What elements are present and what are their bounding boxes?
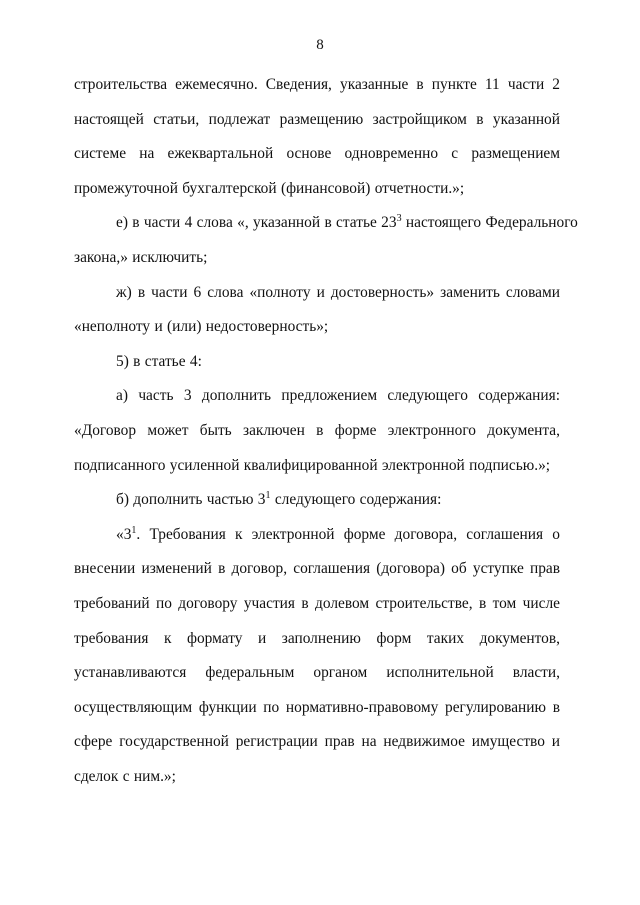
text-line: 5) в статье 4:: [116, 352, 202, 370]
text-line: [74, 518, 560, 553]
paragraph-b: [74, 483, 560, 518]
text-line: [74, 206, 578, 241]
text-line: строительства ежемесячно. Сведения, указанные в пункте 11 части 2: [74, 76, 560, 93]
text-line: устанавливаются федеральным органом исполнительной власти,: [74, 664, 560, 682]
superscript: 3: [396, 213, 402, 225]
page-number: 8: [316, 37, 324, 53]
paragraph-1: [74, 68, 560, 206]
paragraph-e: [74, 206, 578, 275]
text-line: подписанного усиленной квалифицированной электронной подписью.»;: [74, 456, 551, 474]
text-line: а) часть 3 дополнить предложением следующего содержания:: [116, 387, 560, 405]
text-line: сделок с ним.»;: [74, 767, 176, 785]
text-line: «неполноту и (или) недостоверность»;: [74, 318, 329, 336]
text-line: сфере государственной регистрации прав на недвижимое имущество и: [74, 733, 560, 751]
superscript: 1: [131, 524, 137, 536]
text-segment: . Требования к электронной форме договора, соглашения о: [136, 525, 560, 543]
paragraph-zh: [74, 276, 560, 345]
text-segment: е) в части 4 слова «, указанной в статье 23: [116, 214, 397, 232]
text-line: закона,» исключить;: [74, 248, 208, 266]
text-line: настоящей статьи, подлежат размещению застройщиком в указанной: [74, 110, 560, 128]
text-segment: «3: [116, 525, 132, 543]
text-line: «Договор может быть заключен в форме электронного документа,: [74, 421, 560, 439]
superscript: 1: [265, 490, 271, 502]
text-segment: настоящего Федерального: [401, 214, 578, 232]
text-segment: б) дополнить частью 3: [116, 491, 266, 509]
text-line: осуществляющим функции по нормативно-правовому регулированию в: [74, 698, 560, 716]
paragraph-quote: [74, 518, 560, 795]
text-line: требований по договору участия в долевом строительстве, в том числе: [74, 594, 560, 612]
text-line: промежуточной бухгалтерской (финансовой) отчетности.»;: [74, 179, 465, 197]
text-line: [74, 483, 560, 518]
text-line: ж) в части 6 слова «полноту и достоверность» заменить словами: [116, 283, 560, 301]
document-body: [74, 68, 578, 794]
text-line: внесении изменений в договор, соглашения (договора) об уступке прав: [74, 560, 560, 578]
paragraph-5: [74, 345, 560, 380]
paragraph-a: [74, 379, 560, 483]
text-segment: следующего содержания:: [270, 491, 442, 509]
text-line: системе на ежеквартальной основе одновременно с размещением: [74, 145, 560, 163]
text-line: требования к формату и заполнению форм таких документов,: [74, 629, 560, 647]
